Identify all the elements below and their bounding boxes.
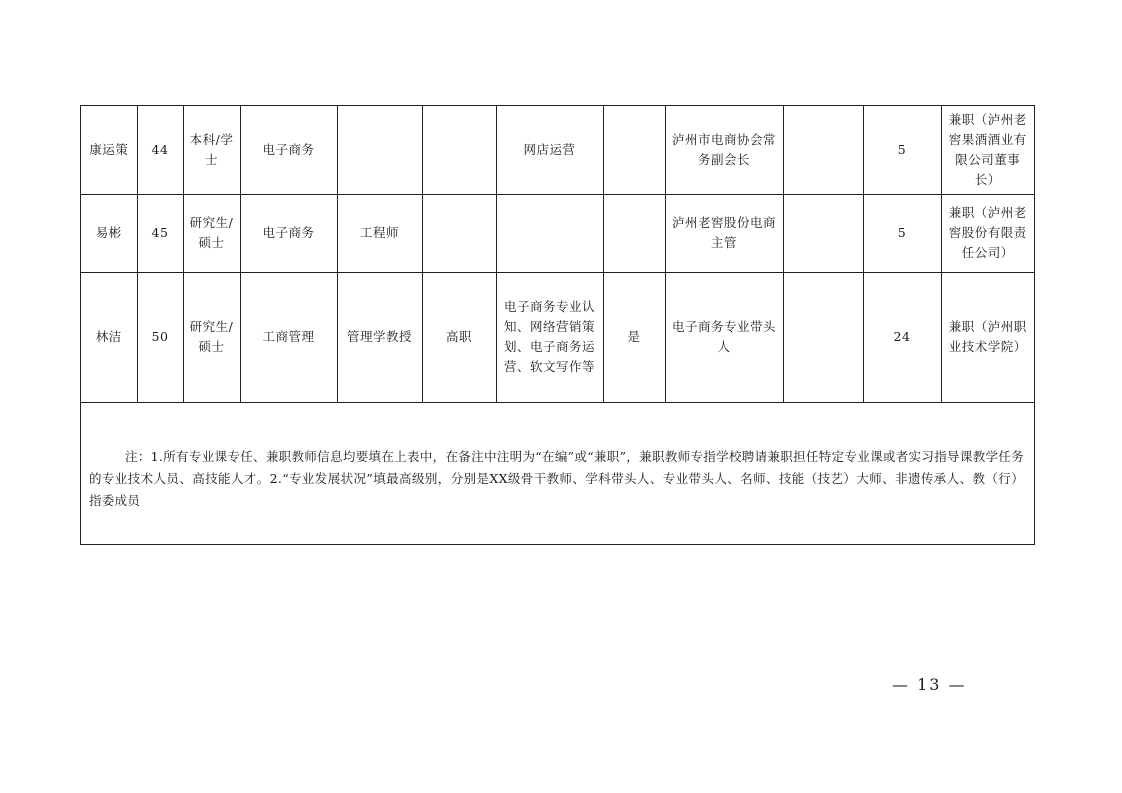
- cell-name: 康运策: [81, 106, 137, 194]
- cell-blank: [783, 106, 863, 194]
- table-footnote: 注：1.所有专业课专任、兼职教师信息均要填在上表中，在备注中注明为“在编”或“兼职”，兼职教师专指学校聘请兼职担任特定专业课或者实习指导课教学任务的专业技术人员、高技能人才。2.“专业发展状况”填最高级别，分别是XX级骨干教师、学科带头人、专业带头人、名师、技能（技艺）大师、非遗传承人、教（行）指委成员: [89, 449, 1024, 508]
- cell-blank: [783, 194, 863, 272]
- cell-flag: 是: [603, 272, 665, 402]
- table-row: [81, 106, 1034, 194]
- cell-position: 泸州老窖股份电商主管: [665, 194, 783, 272]
- cell-cert: 高职: [422, 272, 496, 402]
- cell-years: 24: [863, 272, 941, 402]
- cell-education: 本科/学士: [183, 106, 240, 194]
- table-row: [81, 272, 1034, 402]
- cell-courses: [496, 194, 603, 272]
- cell-education: 研究生/硕士: [183, 272, 240, 402]
- cell-flag: [603, 106, 665, 194]
- cell-cert: [422, 106, 496, 194]
- cell-courses: 电子商务专业认知、网络营销策划、电子商务运营、软文写作等: [496, 272, 603, 402]
- cell-age: 44: [137, 106, 183, 194]
- cell-title: 工程师: [337, 194, 422, 272]
- cell-title: 管理学教授: [337, 272, 422, 402]
- cell-title: [337, 106, 422, 194]
- cell-major: 工商管理: [240, 272, 337, 402]
- cell-name: 易彬: [81, 194, 137, 272]
- teacher-info-table: [81, 106, 1034, 403]
- cell-major: 电子商务: [240, 106, 337, 194]
- cell-years: 5: [863, 194, 941, 272]
- cell-age: 45: [137, 194, 183, 272]
- cell-cert: [422, 194, 496, 272]
- cell-position: 泸州市电商协会常务副会长: [665, 106, 783, 194]
- cell-education: 研究生/硕士: [183, 194, 240, 272]
- cell-position: 电子商务专业带头人: [665, 272, 783, 402]
- cell-years: 5: [863, 106, 941, 194]
- table-row: [81, 194, 1034, 272]
- cell-courses: 网店运营: [496, 106, 603, 194]
- cell-note: 兼职（泸州职业技术学院）: [941, 272, 1034, 402]
- teacher-info-table-frame: [80, 105, 1035, 545]
- cell-flag: [603, 194, 665, 272]
- cell-age: 50: [137, 272, 183, 402]
- cell-blank: [783, 272, 863, 402]
- cell-name: 林洁: [81, 272, 137, 402]
- cell-note: 兼职（泸州老窖股份有限责任公司）: [941, 194, 1034, 272]
- page-number: — 13 —: [892, 675, 967, 694]
- cell-note: 兼职（泸州老窖果酒酒业有限公司董事长）: [941, 106, 1034, 194]
- cell-major: 电子商务: [240, 194, 337, 272]
